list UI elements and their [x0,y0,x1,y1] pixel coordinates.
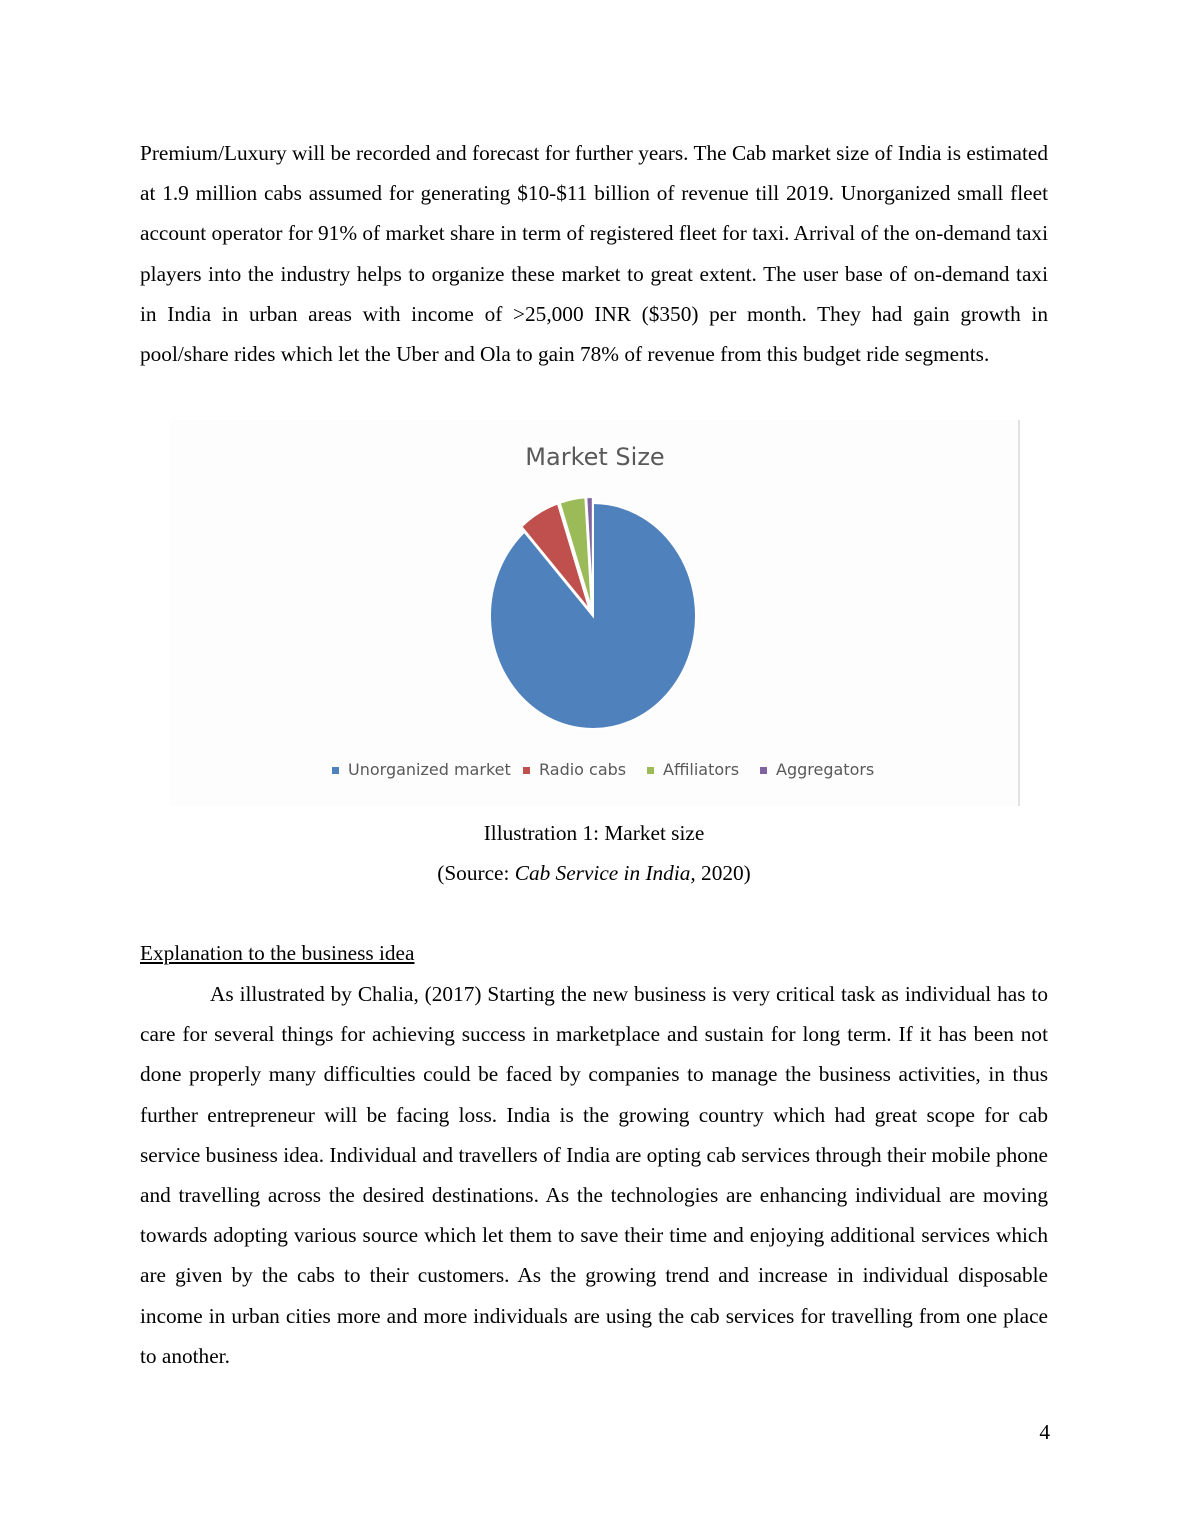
figure-source [140,853,1048,893]
legend-swatch-affiliators [647,767,654,774]
figure-caption: Illustration 1: Market size [483,821,705,845]
legend-swatch-radio-cabs [523,767,530,774]
chart-legend [332,760,874,779]
chart-title: Market Size [525,443,665,471]
legend-label-affiliators: Affiliators [663,760,740,779]
source-suffix: 2020) [695,861,751,885]
legend-swatch-unorganized-market [332,767,339,774]
legend-label-radio-cabs: Radio cabs [539,760,627,779]
source-prefix: (Source: [437,861,515,885]
paragraph-business-idea: As illustrated by Chalia, (2017) Starting the new business is very critical task as individual has to care for several things for achieving success in marketplace and sustain for long term. If it has been not done properly many difficulties could be faced by companies to manage the business activities, in thus further entrepreneur will be facing loss. India is the growing country which had great scope for cab service business idea. Individual and travellers of India are opting cab services through their mobile phone and travelling across the desired destinations. As the technologies are enhancing individual are moving towards adopting various source which let them to save their time and enjoying additional services which are given by the cabs to their customers. As the growing trend and increase in individual disposable income in urban cities more and more individuals are using the cab services for travelling from one place to another. [140,982,1048,1368]
section-heading: Explanation to the business idea [140,941,415,965]
legend-label-unorganized-market: Unorganized market [348,760,511,779]
page-number: 4 [1039,1420,1050,1444]
source-title: Cab Service in India, [514,861,696,885]
legend-swatch-aggregators [760,767,767,774]
pie-slices [490,497,696,729]
paragraph-market-overview: Premium/Luxury will be recorded and forecast for further years. The Cab market size of India is estimated at 1.9 million cabs assumed for generating $10-$11 billion of revenue till 2019. Unorganized small fleet account operator for 91% of market share in term of registered fleet for taxi. Arrival of the on-demand taxi players into the industry helps to organize these market to great extent. The user base of on-demand taxi in India in urban areas with income of >25,000 INR ($350) per month. They had gain growth in pool/share rides which let the Uber and Ola to gain 78% of revenue from this budget ride segments. [140,141,1048,367]
market-size-pie-chart [170,420,1020,806]
legend-label-aggregators: Aggregators [776,760,875,779]
